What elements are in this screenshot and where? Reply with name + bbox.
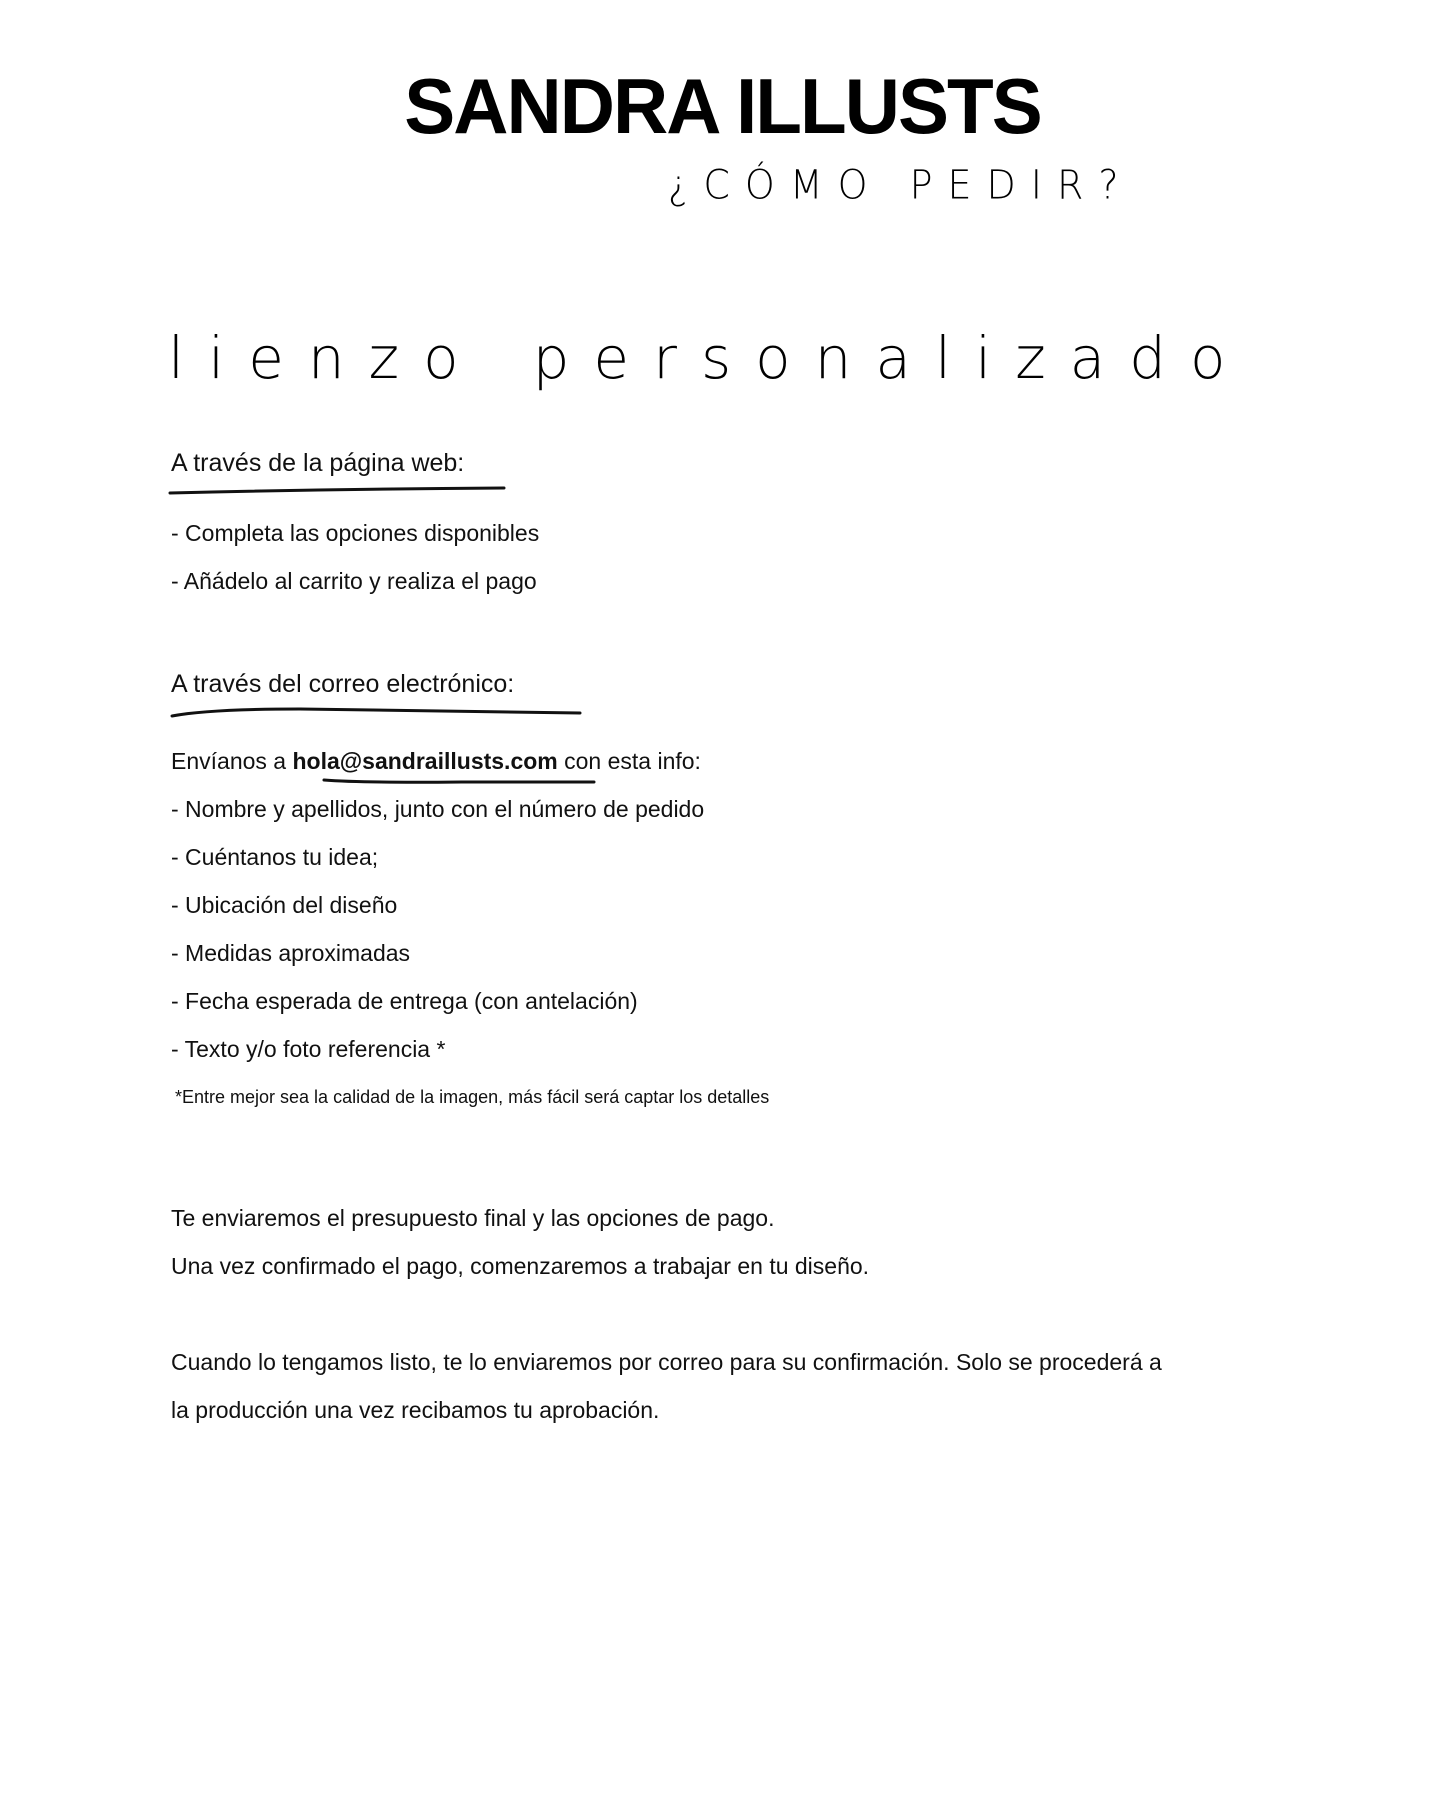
email-info-item-3: - Ubicación del diseño (171, 892, 398, 918)
web-step-2: - Añádelo al carrito y realiza el pago (171, 568, 537, 594)
page-subtitle: ¿CÓMO PEDIR? (668, 161, 1134, 209)
email-info-item-6: - Texto y/o foto referencia * (171, 1036, 446, 1062)
closing-paragraph-2-line-2: la producción una vez recibamos tu aprobación. (171, 1397, 660, 1423)
product-title-word-1: lienzo (168, 324, 483, 392)
web-section-heading: A través de la página web: (171, 449, 465, 477)
web-step-1: - Completa las opciones disponibles (171, 520, 540, 546)
email-info-item-5: - Fecha esperada de entrega (con antelación) (171, 988, 638, 1014)
web-heading-underline (168, 485, 508, 497)
email-info-item-1: - Nombre y apellidos, junto con el número de pedido (171, 796, 705, 822)
closing-paragraph-1-line-2: Una vez confirmado el pago, comenzaremos a trabajar en tu diseño. (171, 1253, 870, 1279)
product-title (168, 318, 1249, 398)
product-title-word-2: personalizado (532, 324, 1250, 392)
email-address-underline (322, 776, 597, 786)
brand-title: SANDRA ILLUSTS (404, 62, 1041, 150)
email-info-item-4: - Medidas aproximadas (171, 940, 411, 966)
email-intro-suffix: con esta info: (557, 748, 701, 774)
email-address-link[interactable]: hola@sandraillusts.com (292, 748, 558, 774)
email-intro (171, 746, 701, 776)
footnote: *Entre mejor sea la calidad de la imagen, más fácil será captar los detalles (175, 1087, 770, 1107)
email-intro-prefix: Envíanos a (171, 748, 293, 774)
closing-paragraph-1-line-1: Te enviaremos el presupuesto final y las opciones de pago. (171, 1205, 775, 1231)
email-info-item-2: - Cuéntanos tu idea; (171, 844, 379, 870)
email-section-heading: A través del correo electrónico: (171, 670, 515, 698)
closing-paragraph-2-line-1: Cuando lo tengamos listo, te lo enviaremos por correo para su confirmación. Solo se procederá a (171, 1349, 1162, 1375)
email-heading-underline (170, 705, 585, 719)
